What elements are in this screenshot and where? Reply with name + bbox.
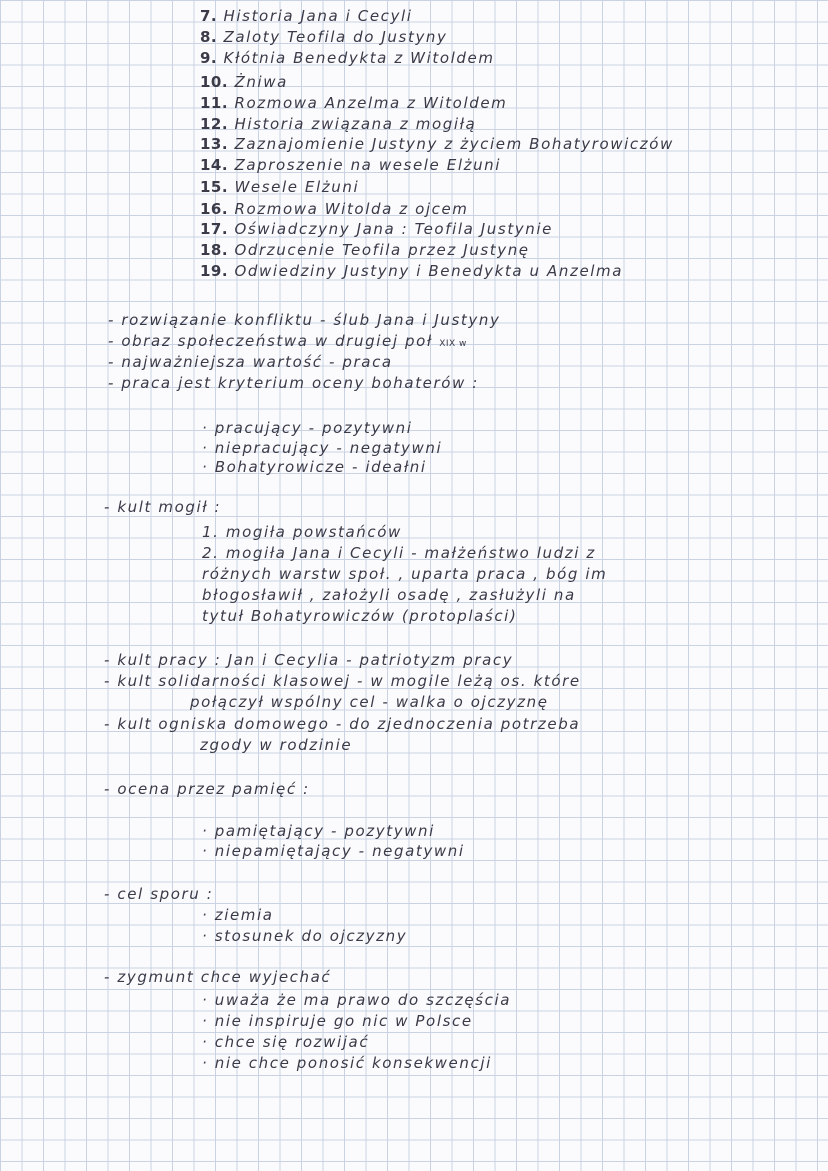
chapter-item: 11. Rozmowa Anzelma z Witoldem [200, 94, 508, 112]
sub-item: · niepamiętający - negatywni [202, 842, 465, 860]
sub-item: · chce się rozwijać [202, 1033, 370, 1051]
bullet-line: - najważniejsza wartość - praca [108, 353, 393, 371]
sub-item: · nie inspiruje go nic w Polsce [202, 1012, 473, 1030]
section-line: - kult solidarności klasowej - w mogile leżą os. które [104, 672, 581, 690]
chapter-item: 8. Zaloty Teofila do Justyny [200, 28, 448, 46]
section-header: - ocena przez pamięć : [104, 780, 310, 798]
sub-item: · stosunek do ojczyzny [202, 927, 408, 945]
section-header: - kult mogił : [104, 498, 222, 516]
chapter-item: 14. Zaproszenie na wesele Elżuni [200, 156, 502, 174]
chapter-item: 9. Kłótnia Benedykta z Witoldem [200, 49, 495, 67]
sub-item: · uważa że ma prawo do szczęścia [202, 991, 511, 1009]
chapter-item: 13. Zaznajomienie Justyny z życiem Bohatyrowiczów [200, 135, 674, 153]
sub-item: · pracujący - pozytywni [202, 419, 413, 437]
bullet-line: - obraz społeczeństwa w drugiej poł XIX w [108, 332, 467, 350]
bullet-line: - praca jest kryterium oceny bohaterów : [108, 374, 479, 392]
section-line: zgody w rodzinie [200, 736, 353, 754]
chapter-item: 7. Historia Jana i Cecyli [200, 7, 413, 25]
sub-item: · pamiętający - pozytywni [202, 822, 435, 840]
chapter-item: 16. Rozmowa Witolda z ojcem [200, 200, 469, 218]
chapter-item: 18. Odrzucenie Teofila przez Justynę [200, 241, 530, 259]
sub-item: · Bohatyrowicze - ideałni [202, 458, 427, 476]
section-header: - cel sporu : [104, 885, 214, 903]
section-header: - zygmunt chce wyjechać [104, 968, 332, 986]
section-line: 1. mogiła powstańców [202, 523, 402, 541]
chapter-item: 19. Odwiedziny Justyny i Benedykta u Anzelma [200, 262, 624, 280]
section-line: - kult ogniska domowego - do zjednoczenia potrzeba [104, 715, 581, 733]
bullet-line: - rozwiązanie konfliktu - ślub Jana i Justyny [108, 311, 501, 329]
section-line: - kult pracy : Jan i Cecylia - patriotyzm pracy [104, 651, 514, 669]
chapter-item: 10. Żniwa [200, 73, 288, 91]
section-line: 2. mogiła Jana i Cecyli - małżeństwo ludzi z [202, 544, 596, 562]
section-line: tytuł Bohatyrowiczów (protoplaści) [202, 607, 518, 625]
section-line: błogosławił , założyli osadę , zasłużyli na [202, 586, 576, 604]
section-line: różnych warstw społ. , uparta praca , bóg im [202, 565, 608, 583]
sub-item: · nie chce ponosić konsekwencji [202, 1054, 492, 1072]
sub-item: · niepracujący - negatywni [202, 439, 443, 457]
chapter-item: 12. Historia związana z mogiłą [200, 115, 477, 133]
chapter-item: 17. Oświadczyny Jana : Teofila Justynie [200, 220, 553, 238]
sub-item: · ziemia [202, 906, 274, 924]
section-line: połączył wspólny cel - walka o ojczyznę [190, 693, 549, 711]
chapter-item: 15. Wesele Elżuni [200, 178, 360, 196]
